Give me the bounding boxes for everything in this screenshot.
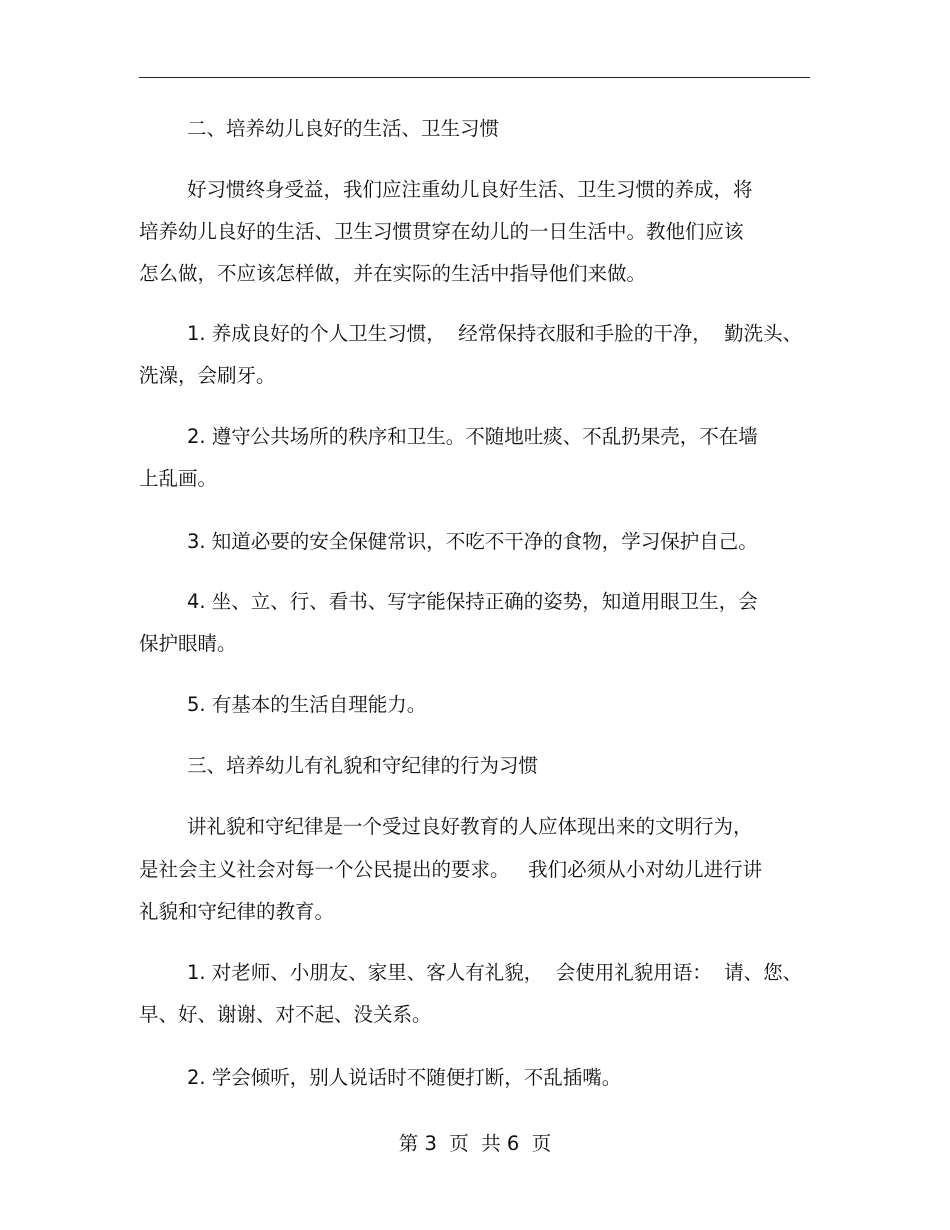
list-item-line: 1. 对老师、小朋友、家里、客人有礼貌， 会使用礼貌用语： 请、您、	[187, 961, 803, 984]
paragraph-line: 培养幼儿良好的生活、卫生习惯贯穿在幼儿的一日生活中。教他们应该	[139, 220, 744, 243]
list-item-line: 4. 坐、立、行、看书、写字能保持正确的姿势，知道用眼卫生，会	[187, 590, 758, 613]
list-item-line: 洗澡，会刷牙。	[139, 364, 276, 387]
section-heading-3: 三、培养幼儿有礼貌和守纪律的行为习惯	[187, 754, 539, 777]
paragraph-line: 是社会主义社会对每一个公民提出的要求。 我们必须从小对幼儿进行讲	[139, 858, 763, 881]
paragraph-line: 怎么做，不应该怎样做，并在实际的生活中指导他们来做。	[139, 262, 647, 285]
page-number: 第 3 页 共 6 页	[398, 1132, 552, 1155]
section-heading-2: 二、培养幼儿良好的生活、卫生习惯	[187, 117, 500, 140]
paragraph-line: 好习惯终身受益，我们应注重幼儿良好生活、卫生习惯的养成，将	[187, 178, 753, 201]
list-item-line: 2. 遵守公共场所的秩序和卫生。不随地吐痰、不乱扔果壳，不在墙	[187, 425, 758, 448]
list-item-line: 2. 学会倾听，别人说话时不随便打断，不乱插嘴。	[187, 1066, 622, 1089]
header-rule	[139, 77, 810, 78]
list-item-line: 早、好、谢谢、对不起、没关系。	[139, 1003, 432, 1026]
paragraph-line: 礼貌和守纪律的教育。	[139, 900, 335, 923]
paragraph-line: 讲礼貌和守纪律是一个受过良好教育的人应体现出来的文明行为，	[187, 815, 753, 838]
list-item-line: 保护眼睛。	[139, 632, 237, 655]
list-item-line: 5. 有基本的生活自理能力。	[187, 693, 427, 716]
list-item-line: 上乱画。	[139, 467, 218, 490]
list-item-line: 1. 养成良好的个人卫生习惯， 经常保持衣服和手脸的干净， 勤洗头、	[187, 322, 803, 345]
list-item-line: 3. 知道必要的安全保健常识，不吃不干净的食物，学习保护自己。	[187, 530, 758, 553]
